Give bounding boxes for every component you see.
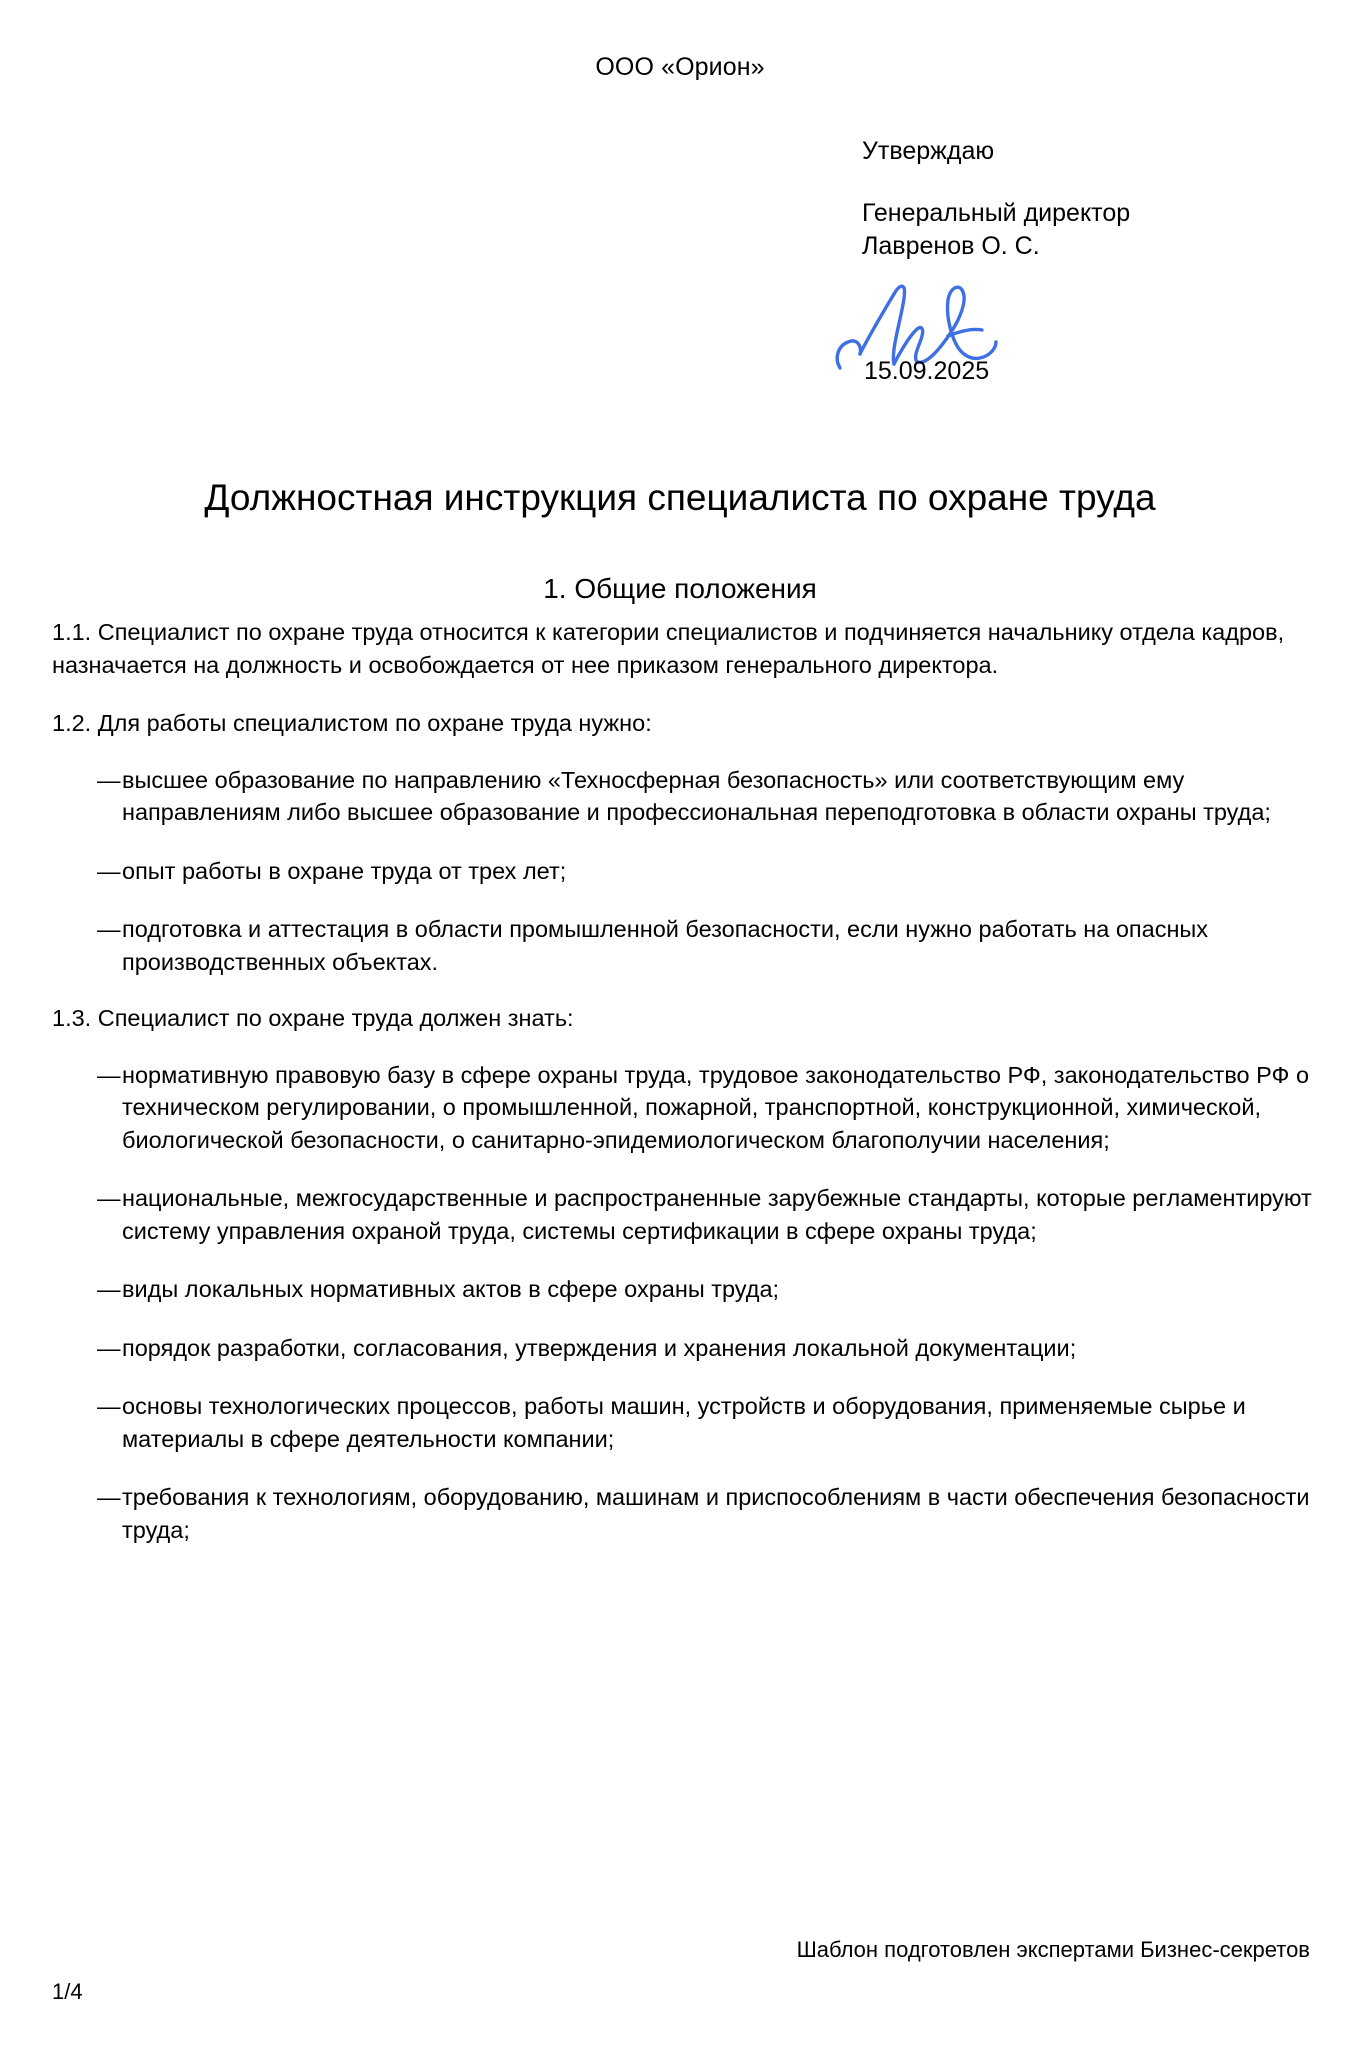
organization-name: ООО «Орион» xyxy=(595,53,765,81)
em-dash-icon: — xyxy=(97,1393,121,1419)
approval-date: 15.09.2025 xyxy=(864,357,990,385)
list-item-text: опыт работы в охране труда от трех лет; xyxy=(122,857,567,884)
list-item xyxy=(52,1059,1314,1157)
list-item xyxy=(52,1332,1314,1365)
em-dash-icon: — xyxy=(97,857,121,884)
approver-name: Лавренов О. С. xyxy=(862,232,1040,260)
list-item-text: нормативную правовую базу в сфере охраны труда, трудовое законодательство РФ, законодательство РФ о техническом регулировании, о промышленной, пожарной, транспортной, конструкционной, химической, биологической безопасности, о санитарно-эпидемиологическом благополучии населения; xyxy=(122,1061,1310,1153)
approval-label: Утверждаю xyxy=(862,137,995,165)
approval-spacer xyxy=(862,167,1282,197)
clause-text: 1.1. Специалист по охране труда относится к категории специалистов и подчиняется начальнику отдела кадров, назначается на должность и освобождается от нее приказом генерального директора. xyxy=(52,619,1285,678)
clause-1-2 xyxy=(52,707,1314,978)
list-item-text: подготовка и аттестация в области промышленной безопасности, если нужно работать на опасных производственных объектах. xyxy=(122,916,1209,975)
clause-1-2-bullet-list xyxy=(52,764,1314,979)
section-heading: 1. Общие положения xyxy=(543,573,817,605)
approver-role: Генеральный директор xyxy=(862,199,1131,227)
em-dash-icon: — xyxy=(97,1276,121,1302)
em-dash-icon: — xyxy=(97,916,121,942)
em-dash-icon: — xyxy=(97,1061,121,1088)
list-item xyxy=(52,913,1314,978)
list-item xyxy=(52,1481,1314,1546)
em-dash-icon: — xyxy=(97,766,121,793)
approval-block xyxy=(862,136,1282,263)
list-item-text: виды локальных нормативных актов в сфере охраны труда; xyxy=(122,1276,780,1302)
clause-1-3 xyxy=(52,1002,1314,1546)
clause-1-3-bullet-list xyxy=(52,1059,1314,1547)
signature-area xyxy=(824,276,1144,386)
page-title: Должностная инструкция специалиста по охране труда xyxy=(204,476,1156,518)
clause-text: 1.3. Специалист по охране труда должен знать: xyxy=(52,1005,574,1031)
em-dash-icon: — xyxy=(97,1185,121,1211)
footer-credit: Шаблон подготовлен экспертами Бизнес-секретов xyxy=(796,1937,1310,1962)
clause-1-1 xyxy=(52,616,1314,681)
em-dash-icon: — xyxy=(97,1484,121,1510)
list-item xyxy=(52,1390,1314,1455)
list-item xyxy=(52,1182,1314,1247)
list-item-text: основы технологических процессов, работы машин, устройств и оборудования, применяемые сырье и материалы в сфере деятельности компании; xyxy=(122,1393,1246,1452)
list-item xyxy=(52,1273,1314,1306)
list-item-text: национальные, межгосударственные и распространенные зарубежные стандарты, которые регламентируют систему управления охраной труда, системы сертификации в сфере охраны труда; xyxy=(122,1185,1312,1244)
em-dash-icon: — xyxy=(97,1334,121,1361)
list-item-text: высшее образование по направлению «Техносферная безопасность» или соответствующим ему направлениям либо высшее образование и профессиональная переподготовка в области охраны труда; xyxy=(122,766,1271,825)
page-number: 1/4 xyxy=(52,1979,83,2004)
list-item-text: требования к технологиям, оборудованию, машинам и приспособлениям в части обеспечения безопасности труда; xyxy=(122,1484,1310,1543)
document-body xyxy=(52,616,1314,1570)
clause-text: 1.2. Для работы специалистом по охране труда нужно: xyxy=(52,710,652,736)
list-item xyxy=(52,764,1314,829)
list-item-text: порядок разработки, согласования, утверждения и хранения локальной документации; xyxy=(122,1334,1077,1361)
list-item xyxy=(52,855,1314,888)
